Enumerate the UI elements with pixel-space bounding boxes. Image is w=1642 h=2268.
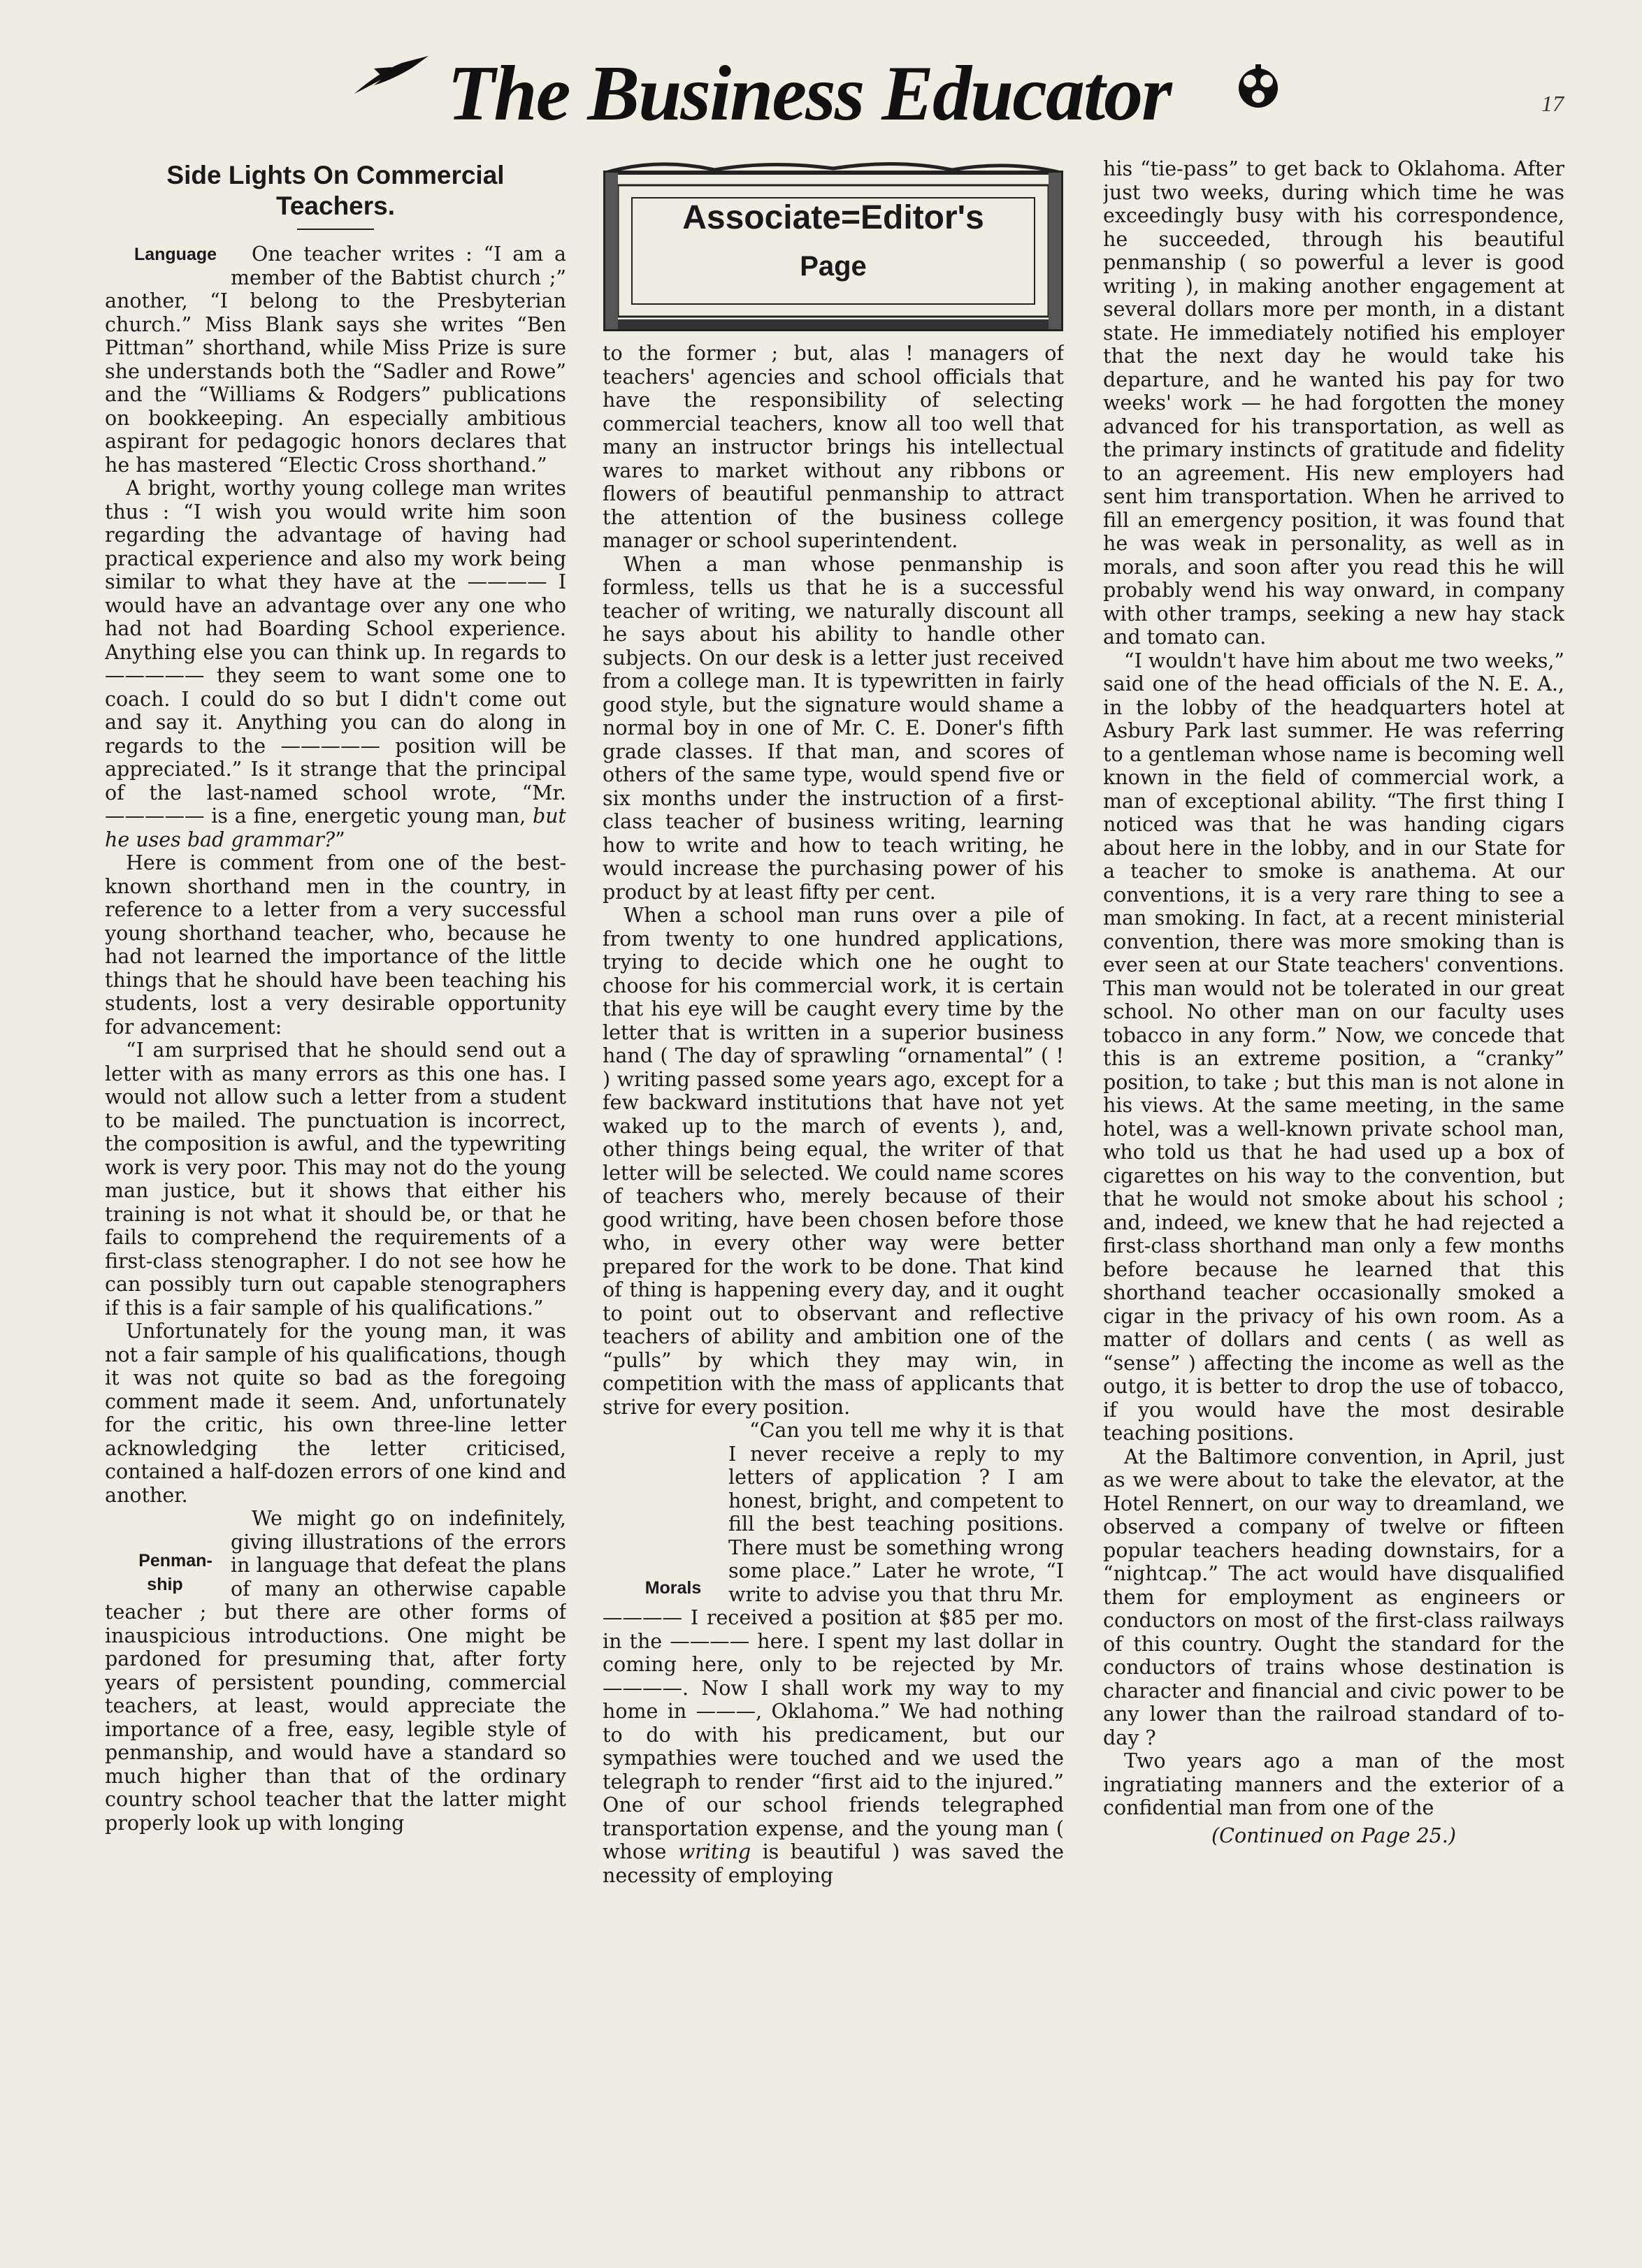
paragraph: When a school man runs over a pile of from twenty to one hundred applications, trying to decide which one he ought to choose for his commercial work, it is certain that his eye will be caught every time by the letter that is written in a superior business hand ( The day of sprawling “ornamental” ( ! ) writing passed some years ago, except for a few backward institutions that have not yet waked up to the march of events ), and, other things being equal, the writer of that letter will be selected. We could name scores of teachers who, merely because of their good writing, have been chosen before those who, in every other way were better prepared for the work to be done. That kind of thing is happening every day, and it ought to point out to observant and reflective teachers of ability and ambition one of the “pulls” by which they may win, in competition with the mass of applicants that strive for every position. [603,904,1064,1419]
paragraph-text: One teacher writes : “I am a member of the Babtist church ;” another, “I belong to the Presbyterian church.” Miss Blank says she writes “Ben Pittman” shorthand, while Miss Prize is sure she understands both the “Sadler and Rowe” and the “Williams & Rodgers” publications on bookkeeping. An especially ambitious aspirant for pedagogic honors declares that he has mastered “Electic Cross shorthand.” [105,243,566,477]
paragraph: his “tie-pass” to get back to Oklahoma. After just two weeks, during which time he was exceedingly busy with his correspondence, he succeeded, through his beautiful penmanship ( so powerful a lever is good writing ), in making another engagement at several dollars more per month, in a distant state. He immediately notified his employer that the next day he would take his departure, and he wanted his pay for two weeks' work — he had forgotten the money advanced for his transportation, as well as the primary instincts of gratitude and fidelity to an agreement. His new employers had sent him transportation. When he arrived to fill an emergency position, it was found that he was weak in personality, as well as in morals, and soon after you read this he will probably wend his way onward, in company with other tramps, seeking a new hay stack and tomato can. [1103,157,1564,649]
column-right [1103,157,1564,2156]
heading-rule [297,229,374,230]
paragraph-text: “Can you tell me why it is that I never receive a reply to my letters of application ? I am honest, bright, and competent to fill the best teaching positions. There must be something wrong some place.” Later he wrote, “I write to advise you that thru Mr. ———— I received a position at $85 per mo. in the ———— here. I spent my last dollar in coming here, only to be rejected by Mr. ————. Now I shall work my way to my home in ———, Oklahoma.” We had nothing to do with his predicament, but our sympathies were touched and we used the telegraph to render “first aid to the injured.” One of our school friends telegraphed transportation expense, and the young man ( whose [603,1419,1064,1863]
paragraph [105,1507,566,1835]
emphasis: writing [677,1840,751,1863]
box-title: Associate=Editor's [682,199,984,236]
column-middle [603,157,1064,2156]
paragraph-text: A bright, worthy young college man writes thus : “I wish you would write him soon regarding the advantage of having had practical experience and also my work being similar to what they have at the ———— I would have an advantage over any one who had not had Boarding School experience. Anything else you can think up. In regards to ————— they seem to want some one to coach. I could do so but I didn't come out and say it. Anything you can do along in regards to the ————— position will be appreciated.” Is it strange that the principal of the last-named school wrote, “Mr. ————— is a fine, energetic young man, [105,477,566,828]
paragraph: At the Baltimore convention, in April, just as we were about to take the elevator, at the Hotel Rennert, on our way to dreamland, we observed a company of twelve or fifteen popular teachers heading downstairs, for a “nightcap.” The act would have disqualified them for employment as engineers or conductors on most of the first-class railways of this country. Ought the standard for the conductors of trains whose destination is character and financial and civic power to be any lower than the railroad standard of to-day ? [1103,1445,1564,1749]
paragraph [105,243,566,477]
associate-editor-box [603,157,1064,332]
cog-ornament-icon [1230,63,1286,112]
paragraph: Two years ago a man of the most ingratiating manners and the exterior of a confidential man from one of the [1103,1749,1564,1819]
side-label-language: Language [134,245,217,264]
box-subtitle: Page [800,251,867,282]
paragraph [603,1419,1064,1887]
masthead [0,28,1642,140]
paragraph: to the former ; but, alas ! managers of teachers' agencies and school officials that have the responsibility of selecting commercial teachers, know all too well that many an instructor brings his intellectual wares to market without any ribbons or flowers of beautiful penmanship to attract the attention of the business college manager or school superintendent. [603,342,1064,552]
paragraph: Here is comment from one of the best-known shorthand men in the country, in reference to a letter from a very successful young shorthand teacher, who, because he had not learned the importance of the little things that he should have been teaching his students, lost a very desirable opportunity for advancement: [105,851,566,1039]
paragraph-text: We might go on indefinitely, giving illustrations of the errors in language that defeat the plans of many an otherwise capable teacher ; but there are other forms of inauspicious introductions. One might be pardoned for presuming that, after forty years of persistent pounding, commercial teachers, at least, would appreciate the importance of a free, easy, legible style of penmanship, and would have a standard so much higher than that of the ordinary country school teacher that the latter might properly look up with longing [105,1507,566,1835]
side-label-morals: Morals [644,1578,702,1598]
section-heading: Side Lights On Commercial Teachers. [166,161,505,220]
masthead-title: The Business Educator [447,50,1171,137]
side-label-penmanship: Penman-ship [138,1551,213,1594]
paragraph [105,477,566,851]
quill-pen-icon [353,55,430,96]
column-left [105,157,566,2156]
emphasis: but he uses bad grammar? [105,804,566,851]
page-number: 17 [1541,91,1564,116]
paragraph: “I am surprised that he should send out a letter with as many errors as this one has. I would not allow such a letter from a student to be mailed. The punctuation is incorrect, the composition is awful, and the typewriting work is very poor. This may not do the young man justice, but it shows that either his training is not what it should be, or that he fails to comprehend the requirements of a first-class stenographer. I do not see how he can possibly turn out capable stenographers if this is a fair sample of his qualifications.” [105,1039,566,1320]
paragraph-text: ” [335,828,345,851]
continued-note: (Continued on Page 25.) [1211,1823,1456,1847]
paragraph-text: is beautiful ) was saved the necessity of employing [603,1840,1064,1887]
paragraph: When a man whose penmanship is formless, tells us that he is a successful teacher of writing, we naturally discount all he says about his ability to handle other subjects. On our desk is a letter just received from a college man. It is typewritten in fairly good style, but the signature would shame a normal boy in one of Mr. C. E. Doner's fifth grade classes. If that man, and scores of others of the same type, would spend five or six months under the instruction of a first-class teacher of business writing, learning how to write and how to teach writing, he would increase the purchasing power of his product by at least fifty per cent. [603,552,1064,904]
paragraph: Unfortunately for the young man, it was not a fair sample of his qualifications, though it was not quite so bad as the foregoing comment made it seem. And, unfortunately for the critic, his own three-line letter acknowledging the letter criticised, contained a half-dozen errors of one kind and another. [105,1320,566,1507]
ornamental-frame [603,157,1064,332]
paragraph: “I wouldn't have him about me two weeks,” said one of the head officials of the N. E. A., in the lobby of the headquarters hotel at Asbury Park last summer. He was referring to a gentleman whose name is becoming well known in the field of commercial work, a man of exceptional ability. “The first thing I noticed was that he was handing cigars about here in the lobby, and in our State for a teacher to smoke is anathema. At our conventions, it is a very rare thing to see a man smoking. In fact, at a recent ministerial convention, there was more smoking than is ever seen at our State teachers' conventions. This man would not be tolerated in our great school. No other man on our faculty uses tobacco in any form.” Now, we concede that this is an extreme position, a “cranky” position, to take ; but this man is not alone in his views. At the same meeting, in the same hotel, was a well-known private school man, who told us that he had used up a box of cigarettes on his way to the convention, but that he would not smoke about his school ; and, indeed, we knew that he had rejected a first-class shorthand man only a few months before because he learned that this shorthand teacher occasionally smoked a cigar in the privacy of his own room. As a matter of dollars and cents ( as well as “sense” ) affecting the income as well as the outgo, it is better to drop the use of tobacco, if you would have the most desirable teaching positions. [1103,649,1564,1445]
